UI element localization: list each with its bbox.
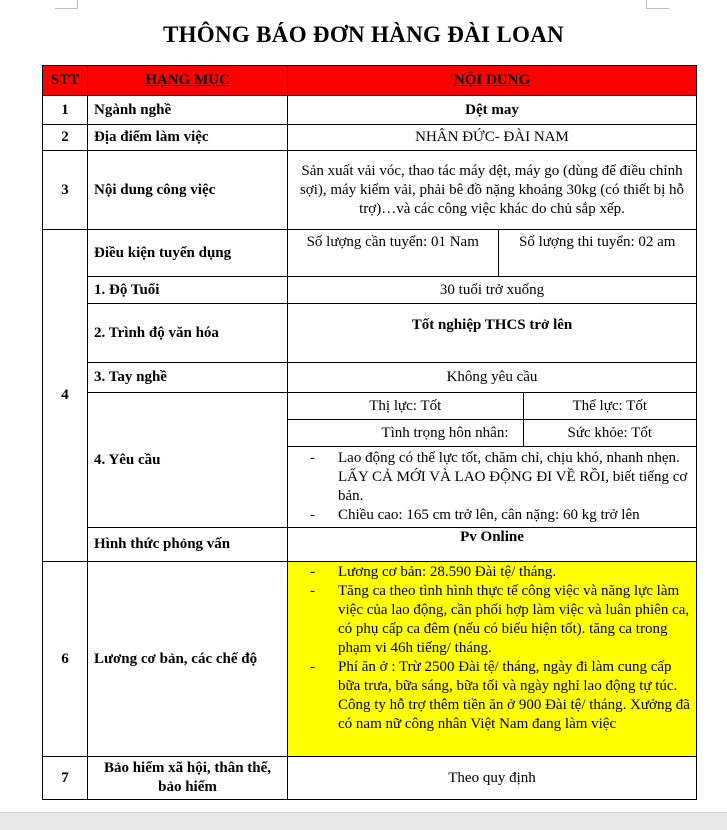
requirements-list bbox=[288, 449, 696, 525]
row-number: 7 bbox=[43, 757, 88, 800]
header-stt: STT bbox=[43, 66, 88, 96]
row-value: Theo quy định bbox=[288, 757, 697, 800]
row-number: 2 bbox=[43, 125, 88, 151]
table-row bbox=[43, 230, 697, 277]
table-row bbox=[43, 96, 697, 125]
table-row bbox=[43, 757, 697, 800]
row-label: 4. Yêu cầu bbox=[88, 393, 288, 528]
table-row bbox=[43, 393, 697, 528]
row-value: Dệt may bbox=[288, 96, 697, 125]
row-label: Hình thức phỏng vấn bbox=[88, 528, 288, 562]
table-row bbox=[43, 304, 697, 363]
row-value: NHÂN ĐỨC- ĐÀI NAM bbox=[288, 125, 697, 151]
eyesight: Thị lực: Tốt bbox=[369, 397, 442, 414]
requirements-cell bbox=[288, 393, 697, 528]
row-label: Ngành nghề bbox=[88, 96, 288, 125]
page-corner-mark-right bbox=[646, 0, 669, 9]
fitness: Thể lực: Tốt bbox=[523, 393, 696, 420]
list-item: - Lao động có thể lực tốt, chăm chỉ, chịu khó, nhanh nhẹn. LẤY CẢ MỚI VÀ LAO ĐỘNG ĐI VỀ RỒI, biết tiếng cơ bản. bbox=[310, 449, 696, 506]
bottom-bar bbox=[0, 812, 727, 830]
row-label: Điều kiện tuyển dụng bbox=[88, 230, 288, 277]
row-value: Tốt nghiệp THCS trở lên bbox=[288, 304, 697, 363]
quantity-cell bbox=[288, 230, 697, 277]
table-row bbox=[43, 125, 697, 151]
table-row bbox=[43, 562, 697, 757]
row-label: 2. Trình độ văn hóa bbox=[88, 304, 288, 363]
table-row bbox=[43, 528, 697, 562]
row-label: 3. Tay nghề bbox=[88, 363, 288, 393]
row-label: Lương cơ bản, các chế độ bbox=[88, 562, 288, 757]
list-item: - Lương cơ bản: 28.590 Đài tệ/ tháng. bbox=[310, 563, 692, 582]
row-number: 4 bbox=[43, 230, 88, 562]
page-corner-mark-left bbox=[55, 0, 78, 9]
row-value: Sản xuất vải vóc, thao tác máy dệt, máy go (dùng để điều chỉnh sợi), máy kiểm vải, phải bê đồ nặng khoảng 30kg (có thiết bị hỗ trợ)…và các công việc khác do chủ sắp xếp. bbox=[288, 151, 697, 230]
table-header bbox=[43, 66, 697, 96]
list-item: - Phí ăn ở : Trừ 2500 Đài tệ/ tháng, ngày đi làm cung cấp bữa trưa, bữa sáng, bữa tối và ngày nghỉ lao động tự túc. Công ty hỗ trợ thêm tiền ăn ở 900 Đài tệ/ tháng. Xưởng đã có nam nữ công nhân Việt Nam đang làm việc bbox=[310, 658, 692, 734]
row-label: Bảo hiểm xã hội, thân thể, bảo hiểm bbox=[88, 757, 288, 800]
header-noi-dung: NỘI DUNG bbox=[288, 66, 697, 96]
page-title: THÔNG BÁO ĐƠN HÀNG ĐÀI LOAN bbox=[162, 22, 565, 47]
table-row bbox=[43, 151, 697, 230]
salary-cell bbox=[288, 562, 697, 757]
header-hang-muc: HẠNG MỤC bbox=[88, 66, 288, 96]
row-number: 1 bbox=[43, 96, 88, 125]
row-value: 30 tuổi trở xuống bbox=[288, 277, 697, 304]
row-number: 3 bbox=[43, 151, 88, 230]
table-row bbox=[43, 363, 697, 393]
order-table bbox=[42, 65, 697, 800]
row-label: Địa điểm làm việc bbox=[88, 125, 288, 151]
list-item: - Tăng ca theo tình hình thực tế công việc và năng lực làm việc của lao động, cần phối hợp làm việc và luân phiên ca, có phụ cấp ca đêm (nếu có biểu hiện tốt). tăng ca trong phạm vi 46h tiếng/ tháng. bbox=[310, 582, 692, 658]
table-row bbox=[43, 277, 697, 304]
quantity-needed: Số lượng cần tuyển: 01 Nam bbox=[306, 234, 479, 250]
quantity-exam: Số lượng thi tuyển: 02 am bbox=[498, 230, 696, 276]
list-item: - Chiều cao: 165 cm trở lên, cân nặng: 60 kg trở lên bbox=[310, 506, 696, 525]
row-label: Nội dung công việc bbox=[88, 151, 288, 230]
health: Sức khỏe: Tốt bbox=[523, 420, 696, 447]
salary-list bbox=[288, 563, 692, 734]
row-label: 1. Độ Tuổi bbox=[88, 277, 288, 304]
row-number: 6 bbox=[43, 562, 88, 757]
marital-status: Tình trọng hôn nhân: bbox=[288, 420, 523, 447]
row-value: Không yêu cầu bbox=[288, 363, 697, 393]
row-value: Pv Online bbox=[288, 528, 697, 562]
